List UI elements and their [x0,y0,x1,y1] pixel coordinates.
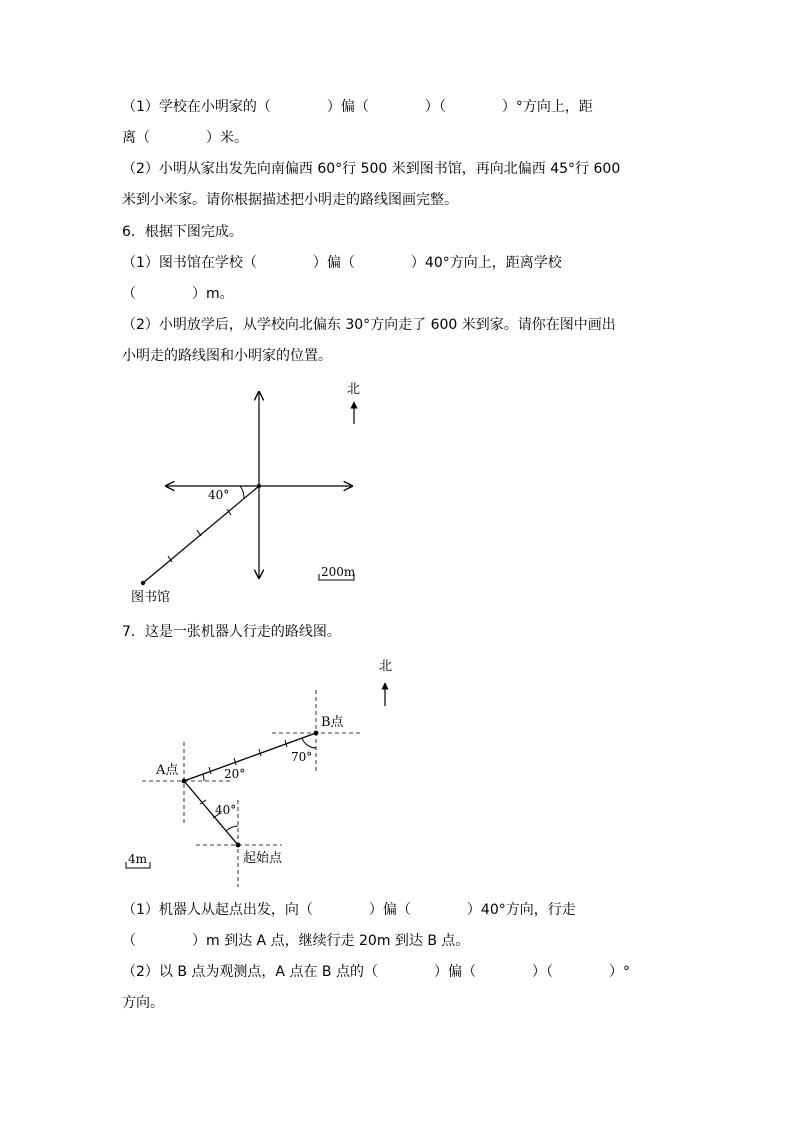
q5-part2-line2: 米到小米家。请你根据描述把小明走的路线图画完整。 [122,192,458,208]
q7-point-a-dot [182,779,187,784]
q7-angle-a-arc [203,774,204,781]
q6-school-dot [257,484,261,488]
q6-library-dot [141,581,145,585]
q7-angle-b-arc [302,738,316,748]
q5-part2-line1: （2）小明从家出发先向南偏西 60°行 500 米到图书馆，再向北偏西 45°行 600 [122,161,621,177]
q7-start-label: 起始点 [243,851,283,866]
q6-title: 6．根据下图完成。 [122,224,243,240]
q7-figure [0,650,794,890]
q5-part1-line1: （1）学校在小明家的（ ）偏（ ）（ ）°方向上，距 [122,99,593,115]
q7-part2-line1: （2）以 B 点为观测点，A 点在 B 点的（ ）偏（ ）（ ）° [122,964,630,980]
q6-angle-arc [240,486,244,498]
q6-library-line [143,486,259,583]
q6-angle-label: 40° [208,488,230,502]
q6-part1-line2: （ ）m。 [122,286,234,302]
q7-part2-line2: 方向。 [122,995,164,1011]
q7-angle-a-label: 20° [224,767,246,781]
q7-start-dot [236,843,241,848]
q7-point-b-dot [314,731,319,736]
q7-north-label: 北 [379,659,393,674]
q5-part1-line2: 离（ ）米。 [122,130,248,146]
q6-part2-line1: （2）小明放学后，从学校向北偏东 30°方向走了 600 米到家。请你在图中画出 [122,317,616,333]
q7-point-b-label: B点 [321,715,344,730]
q6-figure [0,370,794,610]
q7-point-a-label: A点 [156,763,179,778]
q6-part2-line2: 小明走的路线图和小明家的位置。 [122,348,332,364]
q6-scale-label: 200m [321,565,356,579]
q6-library-label: 图书馆 [131,590,171,605]
q7-part1-line2: （ ）m 到达 A 点，继续行走 20m 到达 B 点。 [122,933,470,949]
q7-title: 7．这是一张机器人行走的路线图。 [122,624,341,640]
q6-north-label: 北 [347,382,361,397]
q7-angle-start-arc [226,826,238,831]
q7-angle-b-label: 70° [291,750,313,764]
q7-part1-line1: （1）机器人从起点出发，向（ ）偏（ ）40°方向，行走 [122,902,576,918]
q7-scale-label: 4m [128,852,148,866]
q6-part1-line1: （1）图书馆在学校（ ）偏（ ）40°方向上，距离学校 [122,255,562,271]
q7-angle-start-label: 40° [215,803,237,817]
